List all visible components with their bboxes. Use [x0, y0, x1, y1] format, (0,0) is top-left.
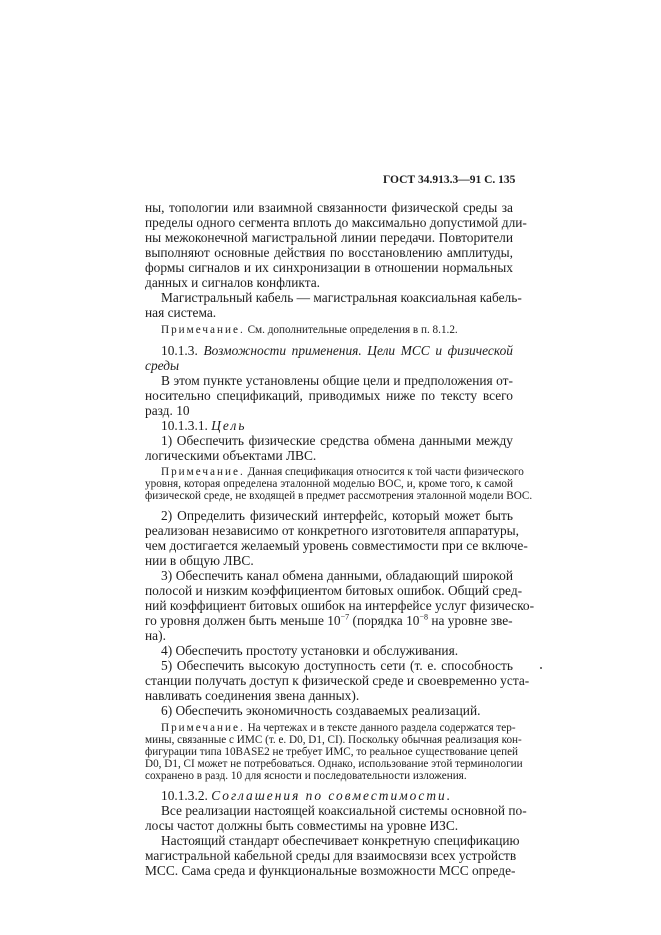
- subsection-number: 10.1.3.1.: [161, 418, 208, 433]
- list-item: 3) Обеспечить канал обмена данными, обладающий широкой: [161, 568, 513, 583]
- note-line: сохранено в разд. 10 для ясности и последовательности изложения.: [145, 770, 467, 782]
- subsection-heading: [161, 418, 513, 433]
- subsection-title: Соглашения по совместимости.: [211, 788, 453, 803]
- text-line: ны межоконечной магистральной линии передачи. Повторители: [145, 230, 513, 245]
- scan-speck: [540, 667, 542, 669]
- text-line: го уровня должен быть меньше $10^{-7}$ (порядка $10^{-8}$ на уровне зве-: [145, 612, 513, 628]
- text-line: лосы частот должны быть совместимы на уровне ИЗС.: [145, 818, 459, 833]
- list-item: 6) Обеспечить экономичность создаваемых реализаций.: [161, 703, 481, 718]
- text-line: чем достигается желаемый уровень совместимости при се включе-: [145, 538, 528, 553]
- section-heading: [161, 343, 513, 358]
- text-line: навливать соединения звена данных).: [145, 688, 360, 703]
- subsection-heading: [161, 788, 513, 803]
- note-line: фигурации типа 10BASE2 не требует ИМС, то реальное существование цепей: [145, 746, 519, 758]
- note-text: Данная спецификация относится к той части физического: [247, 466, 524, 478]
- note: [161, 722, 516, 734]
- text-line: ная система.: [145, 305, 217, 320]
- note-line: D0, D1, CI может не потребоваться. Однако, использование этой терминологии: [145, 758, 523, 770]
- section-number: 10.1.3.: [161, 343, 198, 358]
- note-line: уровня, которая определена эталонной моделью ВОС, и, кроме того, к самой: [145, 478, 513, 490]
- text-line: реализован независимо от конкретного изготовителя аппаратуры,: [145, 523, 520, 538]
- text-line: Настоящий стандарт обеспечивает конкретную спецификацию: [161, 833, 520, 848]
- note: [161, 324, 513, 336]
- text-line: ны, топологии или взаимной связанности физической среды за: [145, 200, 513, 215]
- text-line: носительно спецификаций, приводимых ниже по тексту всего: [145, 388, 513, 403]
- section-title-cont: среды: [145, 358, 180, 373]
- note-label: Примечание.: [161, 466, 245, 478]
- list-item: 2) Определить физический интерфейс, который может быть: [161, 508, 513, 523]
- note-label: Примечание.: [161, 324, 245, 336]
- text-line: МСС. Сама среда и функциональные возможности МСС опреде-: [145, 863, 516, 878]
- text-line: ний коэффициент битовых ошибок на интерфейсе услуг физическо-: [145, 598, 535, 613]
- text-line: нии в общую ЛВС.: [145, 553, 254, 568]
- note: [161, 466, 524, 478]
- note-line: мины, связанные с ИМС (т. е. D0, D1, CI). Поскольку обычная реализация кон-: [145, 734, 522, 746]
- text-line: на).: [145, 628, 166, 643]
- text-line: полосой и низким коэффициентом битовых ошибок. Общий сред-: [145, 583, 523, 598]
- note-text: См. дополнительные определения в п. 8.1.2.: [247, 324, 458, 336]
- section-title: Возможности применения. Цели МСС и физической: [203, 343, 513, 358]
- note-label: Примечание.: [161, 722, 245, 734]
- text-line: Магистральный кабель — магистральная коаксиальная кабель-: [161, 290, 522, 305]
- subsection-number: 10.1.3.2.: [161, 788, 208, 803]
- text-line: выполняют основные действия по восстановлению амплитуды,: [145, 245, 513, 260]
- list-item: 1) Обеспечить физические средства обмена данными между: [161, 433, 513, 448]
- list-item: 5) Обеспечить высокую доступность сети (т. е. способность: [161, 658, 513, 673]
- note-line: физической среде, не входящей в предмет рассмотрения эталонной модели ВОС.: [145, 490, 533, 502]
- text-line: данных и сигналов конфликта.: [145, 275, 321, 290]
- text-line: станции получать доступ к физической среде и своевременно уста-: [145, 673, 530, 688]
- text-line: формы сигналов и их синхронизации в отношении нормальных: [145, 260, 513, 275]
- page-header: ГОСТ 34.913.3—91 С. 135: [383, 174, 516, 186]
- note-text: На чертежах и в тексте данного раздела содержатся тер-: [247, 722, 516, 734]
- text-line: разд. 10: [145, 403, 190, 418]
- text-line: логическими объектами ЛВС.: [145, 448, 317, 463]
- text-line: магистральной кабельной среды для взаимосвязи всех устройств: [145, 848, 517, 863]
- list-item: 4) Обеспечить простоту установки и обслуживания.: [161, 643, 459, 658]
- subsection-title: Цель: [211, 418, 247, 433]
- text-line: В этом пункте установлены общие цели и предположения от-: [161, 373, 513, 388]
- text-line: Все реализации настоящей коаксиальной системы основной по-: [161, 803, 527, 818]
- text-line: пределы одного сегмента вплоть до максимально допустимой дли-: [145, 215, 527, 230]
